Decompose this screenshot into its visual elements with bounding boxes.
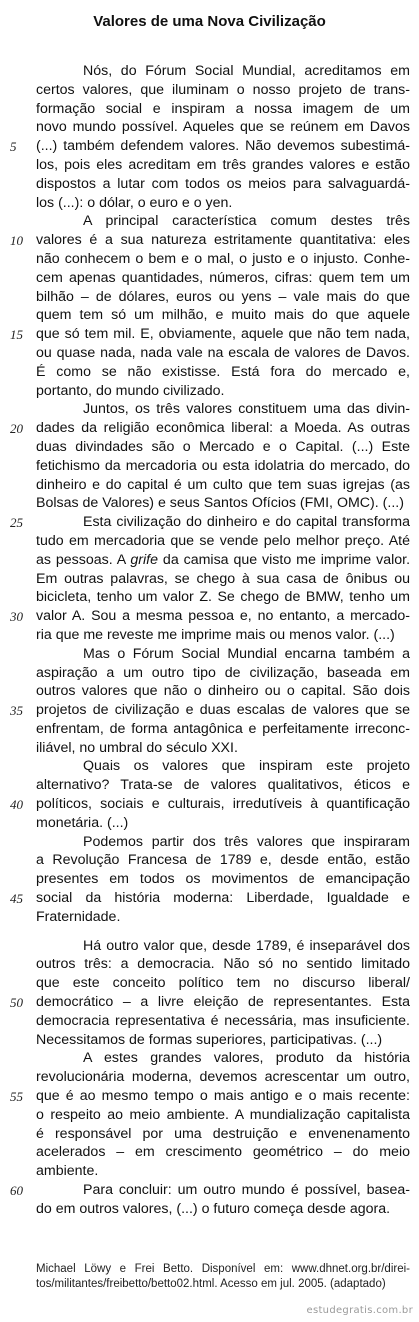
line-number: 35: [10, 703, 23, 719]
text-line: a Revolução Francesa de 1789 e, desde então, estão: [36, 852, 410, 869]
text-line: Quais os valores que inspiram este projeto: [83, 758, 410, 775]
text-line: Necessitamos de formas superiores, participativas. (...): [36, 1031, 383, 1048]
text-line: Bolsas de Valores) e seus Santos Ofícios (FMI, OMC). (...): [36, 495, 404, 512]
text-line: los (...): o dólar, o euro e o yen.: [36, 194, 233, 211]
line-number: 30: [10, 609, 23, 625]
line-number: 45: [10, 891, 23, 907]
text-line: revolucionária moderna, devemos acrescentar um outro,: [36, 1069, 410, 1086]
text-line: Nós, do Fórum Social Mundial, acreditamos em: [83, 63, 410, 79]
text-line: não conhecem o bem e o mal, o justo e o injusto. Conhe-: [36, 250, 410, 267]
text-line: Fraternidade.: [36, 908, 121, 925]
text-line: los, pois eles acreditam em três grandes valores e estão: [36, 156, 410, 173]
text-line: duas divindades são o Mercado e o Capital. (...) Este: [36, 438, 410, 455]
text-line: iliável, no umbral do século XXI.: [36, 739, 238, 756]
source-line: Michael Löwy e Frei Betto. Disponível em: www.dhnet.org.br/direi-: [36, 1263, 410, 1275]
line-number: 40: [10, 797, 23, 813]
text-line: acelerados – em crescimento geométrico – do meio: [36, 1144, 410, 1161]
text-line: A principal característica comum destes três: [83, 213, 410, 230]
line-number: 60: [10, 1183, 23, 1199]
text-line: valores é a sua natureza estritamente quantitativa: eles: [36, 232, 410, 249]
text-line: presentes em todos os movimentos de emancipação: [36, 871, 410, 888]
text-line: (...) também defendem valores. Não devemos subestimá-: [36, 138, 410, 155]
text-line: valor A. Sou a mesma pessoa e, no entanto, a mercado-: [36, 608, 410, 625]
line-number: 50: [10, 995, 23, 1011]
text-line: democrático – a livre eleição de representantes. Esta: [36, 994, 410, 1011]
line-number: 10: [10, 233, 23, 249]
text-line: Mas o Fórum Social Mundial encarna também a: [83, 645, 410, 662]
source-line: tos/militantes/freibetto/betto02.html. Acesso em jul. 2005. (adaptado): [36, 1278, 386, 1290]
text-line: certos valores, que iluminam o nosso projeto de trans-: [36, 81, 410, 98]
text-line: social da história moderna: Liberdade, Igualdade e: [36, 890, 410, 907]
text-line: democracia representativa é necessária, mas insuficiente.: [36, 1012, 410, 1029]
text-line: formação social e inspiram a nossa imagem de um: [36, 100, 410, 117]
text-line: enfrentam, de forma antagônica e perfeitamente irreconc-: [36, 720, 410, 737]
text-line: bilhão – de dólares, euros ou yens – vale mais do que: [36, 288, 410, 305]
text-line: Juntos, os três valores constituem uma das divin-: [83, 401, 410, 418]
text-line: Esta civilização do dinheiro e do capital transforma: [83, 514, 410, 531]
text-line: que só tem mil. E, obviamente, aquele que não tem nada,: [36, 326, 410, 343]
text-line: Há outro valor que, desde 1789, é inseparável dos: [83, 937, 410, 954]
article-body: [36, 62, 410, 1219]
line-number: 25: [10, 515, 23, 531]
line-number: 55: [10, 1089, 23, 1105]
text-line: ou quase nada, nada vale na escala de valores de Davos.: [36, 344, 410, 361]
text-line: portanto, do mundo civilizado.: [36, 382, 225, 399]
text-line: é responsável por uma destruição e envenenamento: [36, 1125, 410, 1142]
line-number: 20: [10, 421, 23, 437]
source-citation: [36, 1262, 410, 1292]
text-line: A estes grandes valores, produto da história: [83, 1050, 410, 1067]
text-line: monetária. (...): [36, 814, 129, 831]
text-line: dades da religião econômica liberal: a Moeda. As outras: [36, 420, 410, 437]
text-line: ria que me reveste me imprime mais ou menos valor. (...): [36, 626, 395, 643]
line-number: 15: [10, 327, 23, 343]
text-line: que este conceito político tem no discurso liberal/: [36, 975, 410, 992]
text-line: que é ao mesmo tempo o mais antigo e o mais recente:: [36, 1088, 410, 1105]
text-line: as pessoas. A grife da camisa que visto me imprime valor.: [36, 551, 410, 568]
article-title: Valores de uma Nova Civilização: [93, 13, 326, 30]
text-line: outros valores que não o dinheiro ou o capital. São dois: [36, 683, 410, 700]
text-line: tudo em mercadoria que se vende pelo melhor preço. Até: [36, 532, 410, 549]
line-number: 5: [10, 139, 17, 155]
text-line: outros três: a democracia. Não só no sentido limitado: [36, 956, 410, 973]
text-line: bicicleta, tenho um valor Z. Se chego de BMW, tenho um: [36, 589, 410, 606]
text-line: dinheiro e do capital é um culto que tem suas igrejas (as: [36, 476, 410, 493]
text-line: fetichismo da mercadoria ou esta idolatria do mercado, do: [36, 457, 410, 474]
text-line: o respeito ao meio ambiente. A mundialização capitalista: [36, 1106, 410, 1123]
text-line: políticos, sociais e culturais, irredutíveis à quantificação: [36, 796, 410, 813]
text-line: aspiração a um outro tipo de civilização, baseada em: [36, 664, 410, 681]
text-line: projetos de civilização e duas escalas de valores que se: [36, 702, 410, 719]
text-line: Podemos partir dos três valores que inspiraram: [83, 833, 410, 850]
text-line: novo mundo possível. Aqueles que se reúnem em Davos: [36, 119, 410, 136]
text-line: ambiente.: [36, 1163, 99, 1180]
text-line: É como se não existisse. Está fora do mercado e,: [36, 363, 410, 380]
text-line: dispostos a lutar com todos os meios para salvaguardá-: [36, 175, 410, 192]
text-line: Para concluir: um outro mundo é possível, basea-: [83, 1182, 410, 1199]
text-line: alternativo? Trata-se de valores qualitativos, éticos e: [36, 777, 410, 794]
text-line: do em outros valores, (...) o futuro começa desde agora.: [36, 1200, 391, 1217]
text-line: cem apenas quantidades, números, cifras: quem tem um: [36, 269, 410, 286]
text-line: Em outras palavras, se chego à sua casa de ônibus ou: [36, 570, 410, 587]
text-line: quem tem só um milhão, e muito mais do que aquele: [36, 307, 410, 324]
watermark: estudegratis.com.br: [306, 1305, 413, 1316]
